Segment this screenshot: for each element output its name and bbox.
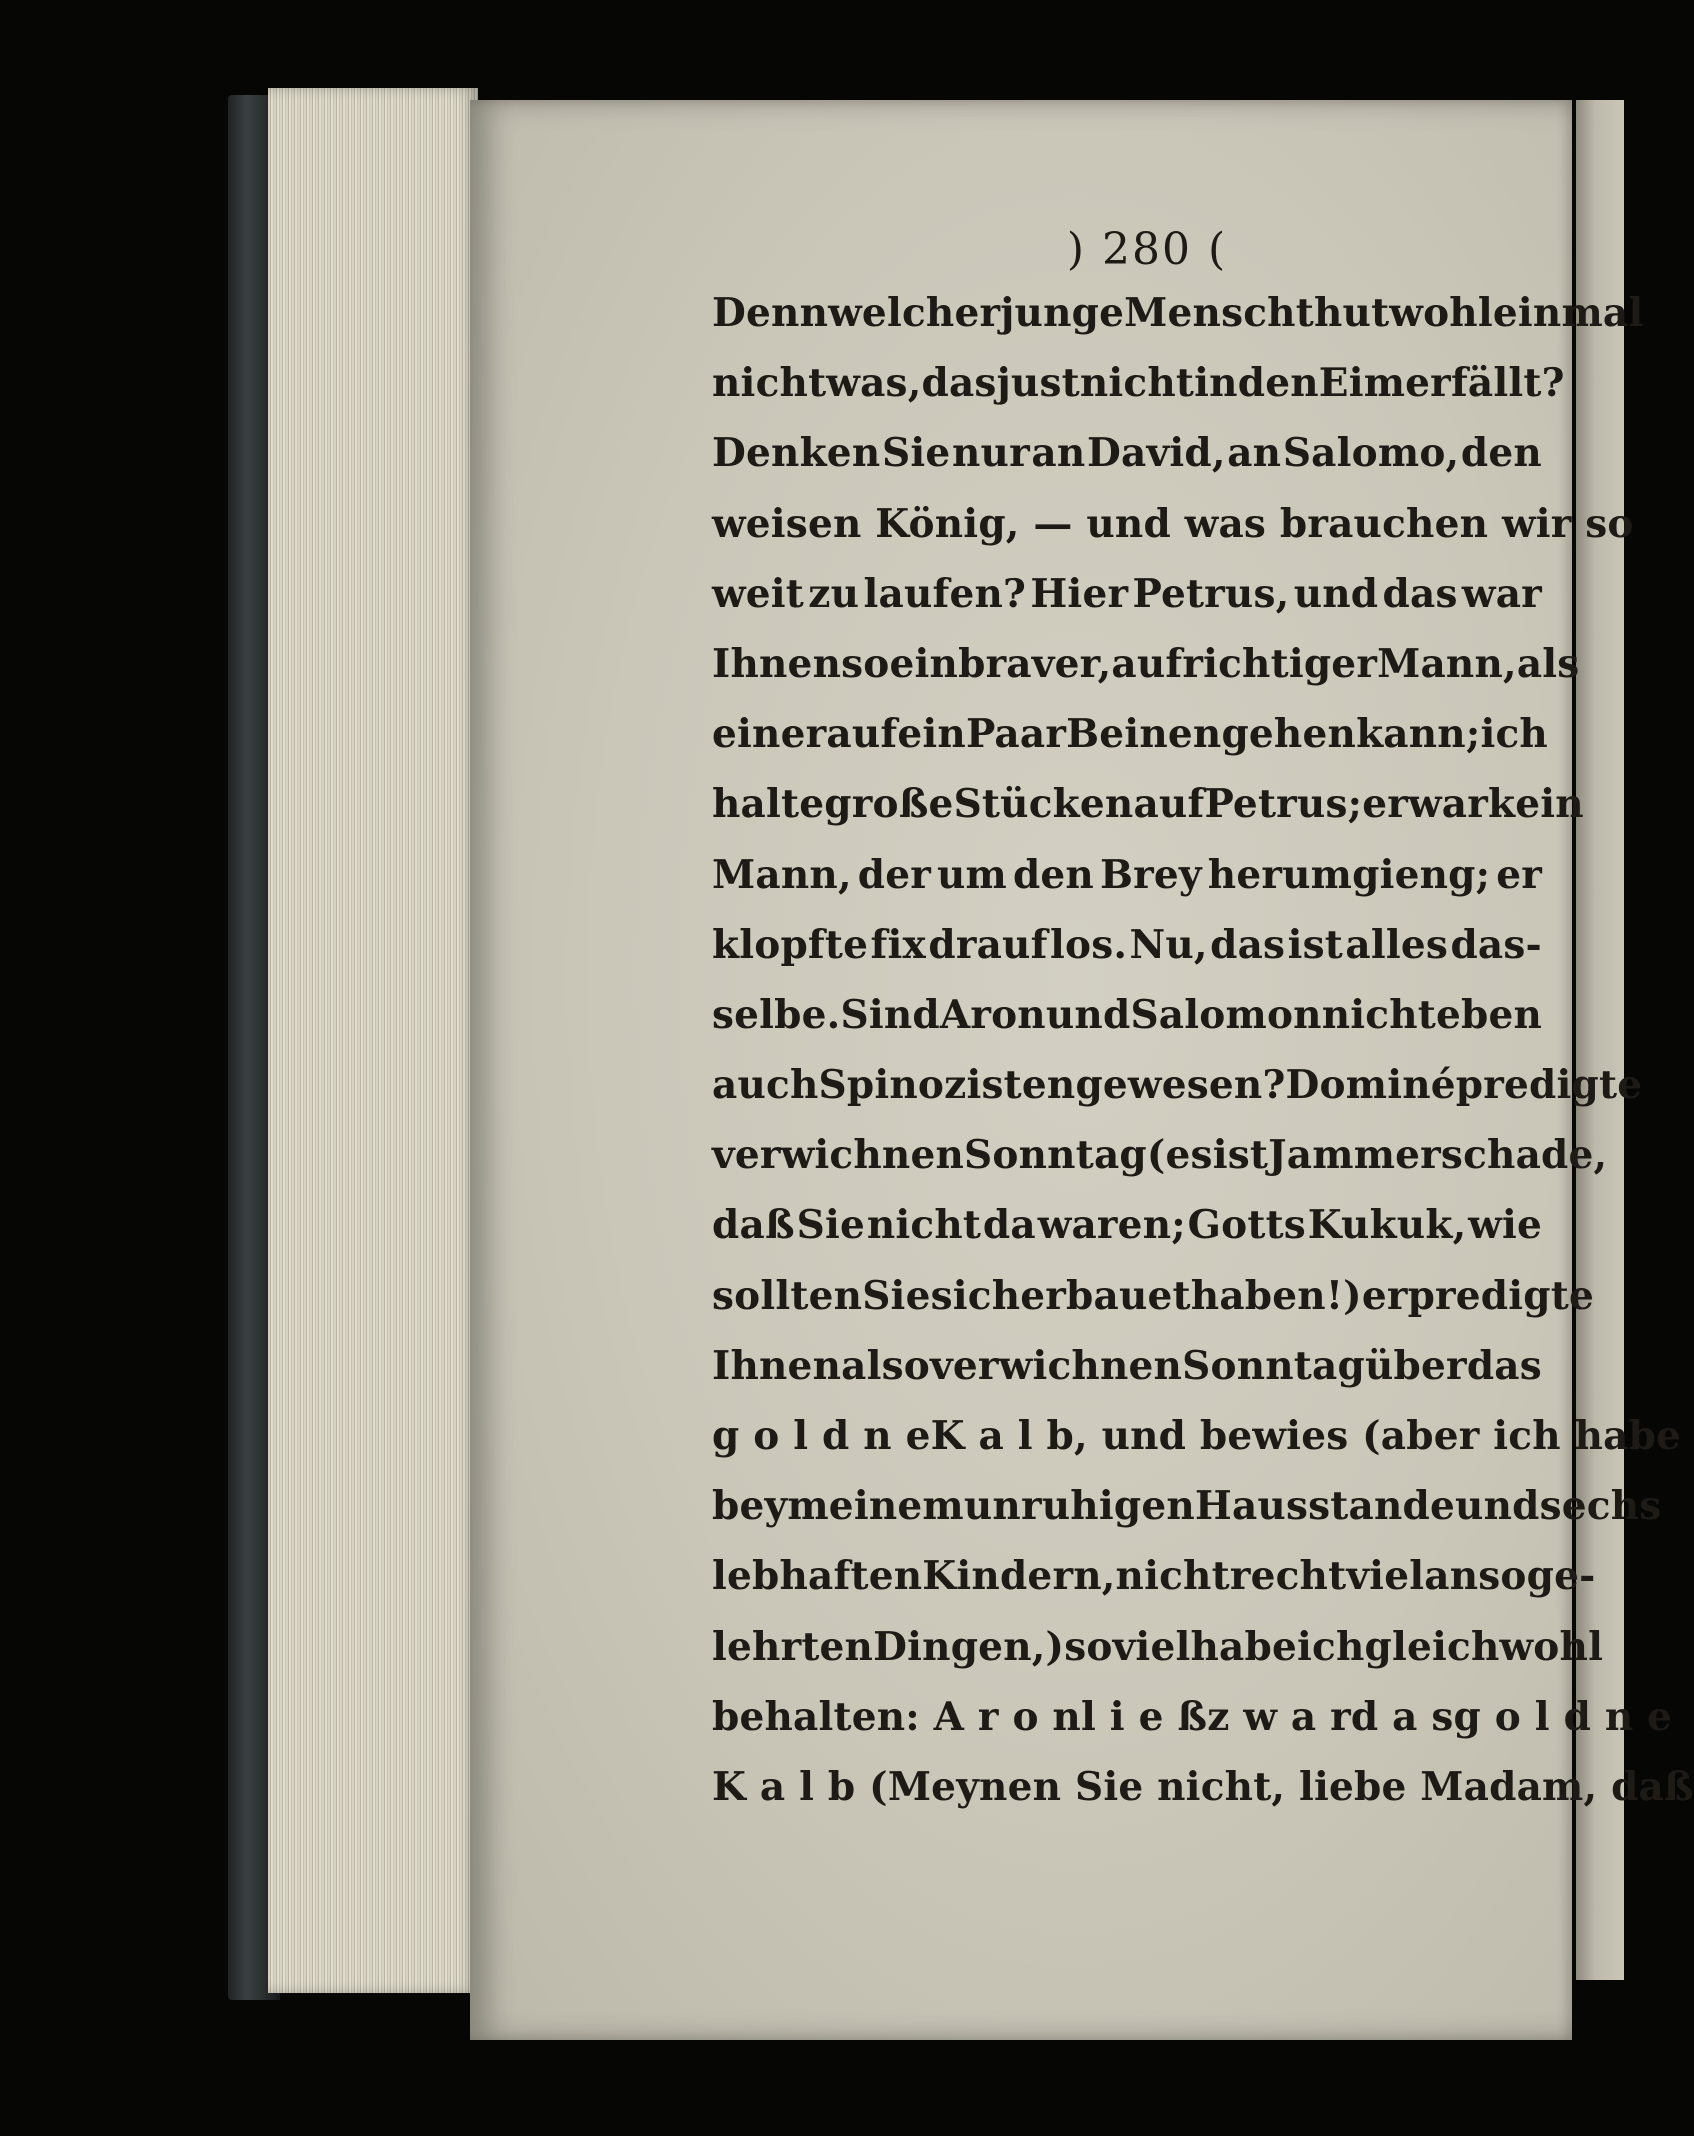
text-line: Ihnen also verwichnen Sonntag über das <box>712 1342 1542 1389</box>
text-line: klopfte fix drauf los. Nu, das ist alles das- <box>712 921 1542 968</box>
text-line: lebhaften Kindern, nicht recht viel an so ge- <box>712 1553 1596 1600</box>
text-lines <box>712 290 1694 1834</box>
text-line: nicht was, das just nicht in den Eimer fällt? <box>712 360 1565 407</box>
text-line: auch Spinozisten gewesen? Dominé predigte <box>712 1062 1643 1109</box>
text-line: lehrten Dingen,) so viel habe ich gleichwohl <box>712 1623 1604 1670</box>
text-line: weit zu laufen? Hier Petrus, und das war <box>712 570 1542 617</box>
text-line: halte große Stücken auf Petrus; er war kein <box>712 781 1584 828</box>
text-line: Mann, der um den Brey herumgieng; er <box>712 851 1542 898</box>
text-line: sollten Sie sich erbauet haben!) er predigte <box>712 1272 1594 1319</box>
page-text <box>712 220 1694 1834</box>
text-line: selbe. Sind Aron und Salomon nicht eben <box>712 991 1543 1038</box>
text-line: Denken Sie nur an David, an Salomo, den <box>712 430 1542 477</box>
text-line: verwichnen Sonntag (es ist Jammerschade, <box>712 1132 1608 1179</box>
text-line: weisen König, — und was brauchen wir so <box>712 500 1634 547</box>
text-line: einer auf ein Paar Beinen gehen kann; ich <box>712 711 1548 758</box>
text-line: behalten: A r o n l i e ß z w a r d a s g o l d n e <box>712 1693 1673 1740</box>
text-line: daß Sie nicht da waren; Gotts Kukuk, wie <box>712 1202 1542 1249</box>
text-line: g o l d n e K a l b, und bewies (aber ich habe <box>712 1413 1682 1459</box>
page-number-header: ) 280 ( <box>1066 224 1228 275</box>
text-line: K a l b (Meynen Sie nicht, liebe Madam, daß <box>712 1763 1694 1810</box>
page-edges <box>268 88 478 1993</box>
text-line: bey meinem unruhigen Hausstande und sechs <box>712 1483 1662 1530</box>
text-line: Ihnen so ein braver, aufrichtiger Mann, als <box>712 640 1580 687</box>
text-line: Denn welcher junge Mensch thut wohl einmal <box>712 290 1644 336</box>
